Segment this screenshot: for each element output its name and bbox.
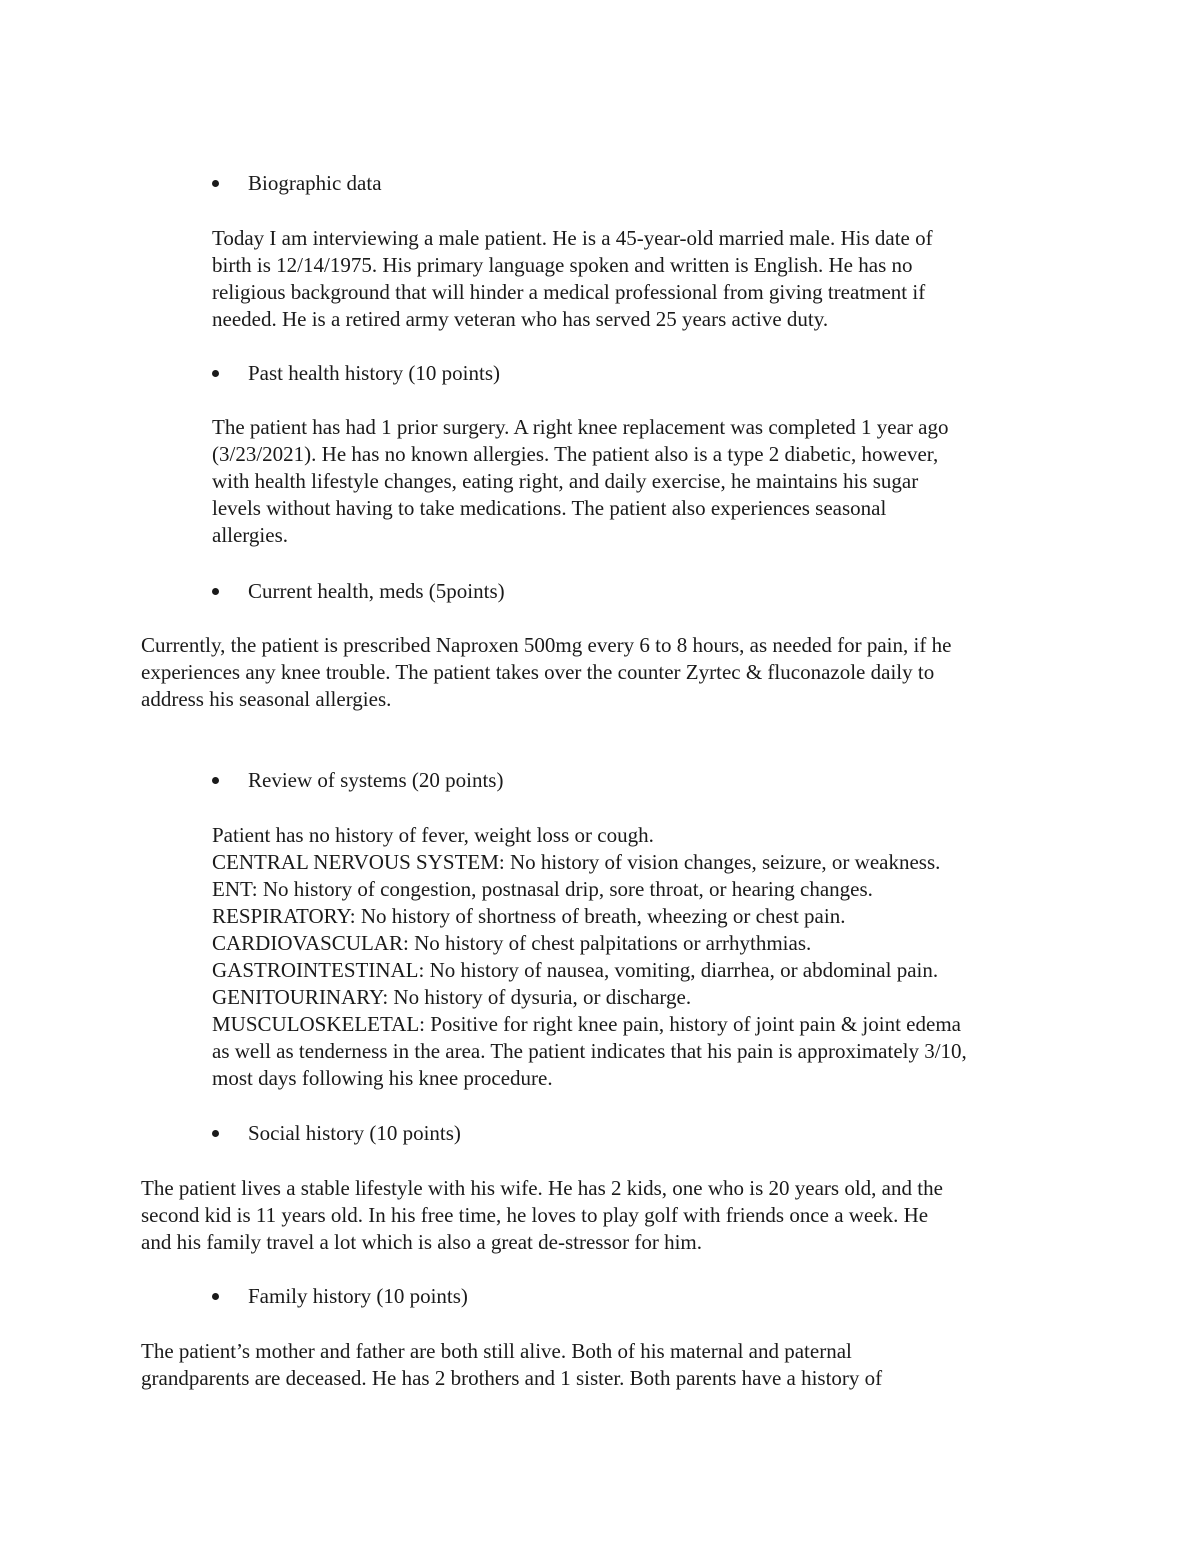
text-line: GENITOURINARY: No history of dysuria, or discharge. (212, 985, 692, 1009)
paragraph-review-of-systems (212, 822, 967, 1092)
text-line: levels without having to take medications. The patient also experiences seasonal (212, 496, 887, 520)
text-line: and his family travel a lot which is also a great de-stressor for him. (141, 1230, 703, 1254)
text-line: second kid is 11 years old. In his free time, he loves to play golf with friends once a week. He (141, 1203, 929, 1227)
text-line: with health lifestyle changes, eating right, and daily exercise, he maintains his sugar (212, 469, 919, 493)
text-line: as well as tenderness in the area. The patient indicates that his pain is approximately 3/10, (212, 1039, 967, 1063)
paragraph-social-history (141, 1175, 943, 1256)
text-line: CENTRAL NERVOUS SYSTEM: No history of vision changes, seizure, or weakness. (212, 850, 941, 874)
text-line: birth is 12/14/1975. His primary language spoken and written is English. He has no (212, 253, 913, 277)
bullet-icon (212, 370, 219, 377)
heading-label: Current health, meds (5points) (248, 579, 505, 603)
heading-label: Past health history (10 points) (248, 361, 500, 385)
heading-label: Family history (10 points) (248, 1284, 468, 1308)
heading-label: Biographic data (248, 171, 382, 195)
text-line: grandparents are deceased. He has 2 brothers and 1 sister. Both parents have a history of (141, 1366, 883, 1390)
text-line: needed. He is a retired army veteran who has served 25 years active duty. (212, 307, 829, 331)
text-line: CARDIOVASCULAR: No history of chest palpitations or arrhythmias. (212, 931, 812, 955)
text-line: allergies. (212, 523, 289, 547)
bullet-icon (212, 1130, 219, 1137)
text-line: MUSCULOSKELETAL: Positive for right knee pain, history of joint pain & joint edema (212, 1012, 961, 1036)
bullet-icon (212, 588, 219, 595)
text-line: ENT: No history of congestion, postnasal drip, sore throat, or hearing changes. (212, 877, 873, 901)
paragraph-past-health (212, 414, 949, 549)
heading-label: Review of systems (20 points) (248, 768, 504, 792)
paragraph-current-health (141, 632, 951, 713)
paragraph-family-history (141, 1338, 882, 1392)
text-line: The patient lives a stable lifestyle with his wife. He has 2 kids, one who is 20 years old, and the (141, 1176, 943, 1200)
text-line: most days following his knee procedure. (212, 1066, 553, 1090)
text-line: GASTROINTESTINAL: No history of nausea, vomiting, diarrhea, or abdominal pain. (212, 958, 939, 982)
text-line: RESPIRATORY: No history of shortness of breath, wheezing or chest pain. (212, 904, 846, 928)
text-line: The patient’s mother and father are both still alive. Both of his maternal and paternal (141, 1339, 852, 1363)
text-line: religious background that will hinder a medical professional from giving treatment if (212, 280, 926, 304)
bullet-icon (212, 1293, 219, 1300)
paragraph-biographic (212, 225, 933, 333)
text-line: The patient has had 1 prior surgery. A right knee replacement was completed 1 year ago (212, 415, 949, 439)
text-line: Patient has no history of fever, weight loss or cough. (212, 823, 654, 847)
text-line: Today I am interviewing a male patient. He is a 45-year-old married male. His date of (212, 226, 933, 250)
heading-label: Social history (10 points) (248, 1121, 461, 1145)
bullet-icon (212, 180, 219, 187)
text-line: experiences any knee trouble. The patient takes over the counter Zyrtec & fluconazole daily to (141, 660, 935, 684)
text-line: Currently, the patient is prescribed Naproxen 500mg every 6 to 8 hours, as needed for pain, if he (141, 633, 952, 657)
bullet-icon (212, 777, 219, 784)
text-line: address his seasonal allergies. (141, 687, 392, 711)
text-line: (3/23/2021). He has no known allergies. The patient also is a type 2 diabetic, however, (212, 442, 939, 466)
